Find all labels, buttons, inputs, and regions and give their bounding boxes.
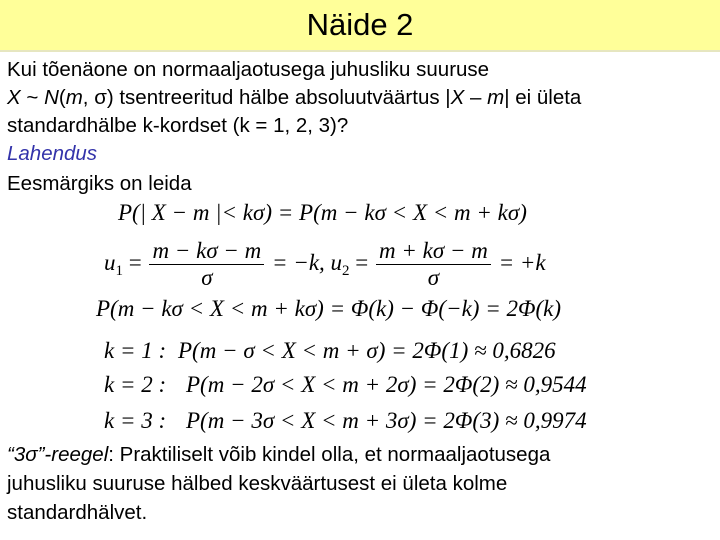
rule-line-3: standardhälvet. [7, 501, 148, 524]
sigma-symbol: σ [94, 86, 107, 109]
rule-label-open: “3 [7, 443, 26, 466]
rule-line-2: juhusliku suuruse hälbed keskväärtusest ei ületa kolme [7, 472, 508, 495]
rule-line-1 [7, 443, 550, 467]
u2-subscript: 2 [342, 262, 350, 279]
fraction-u1-numerator: m − kσ − m [152, 238, 262, 263]
rule-text: : Praktiliselt võib kindel olla, et normaaljaotusega [108, 443, 551, 466]
case-k3-formula: P(m − 3σ < X < m + 3σ) = 2Φ(3) ≈ 0,9974 [186, 408, 587, 433]
minus-k: = −k, [266, 249, 331, 275]
question-line-3: standardhälbe k-kordset (k = 1, 2, 3)? [7, 114, 349, 137]
var-n: N [44, 86, 59, 109]
var-x-2: X [450, 86, 465, 109]
rule-label-close: ”-reegel [37, 443, 109, 466]
rule-label-sigma: σ [25, 443, 38, 466]
case-k2-label: k = 2 : [104, 372, 167, 397]
case-k1-formula: P(m − σ < X < m + σ) = 2Φ(1) ≈ 0,6826 [178, 338, 556, 363]
slide-title: Näide 2 [0, 0, 720, 50]
var-m: m [65, 86, 83, 109]
case-k1-label: k = 1 : [104, 338, 167, 363]
plus-k: = +k [492, 249, 546, 275]
question-line-2 [7, 86, 581, 110]
title-divider [0, 50, 720, 52]
u2-symbol: u [330, 249, 343, 275]
fraction-u2 [376, 238, 491, 291]
var-m-2: m [487, 86, 505, 109]
goal-text: Eesmärgiks on leida [7, 172, 192, 195]
equals-1: = [123, 249, 148, 275]
u1-symbol: u [104, 249, 116, 275]
u1-subscript: 1 [115, 262, 123, 279]
tilde: ~ [20, 86, 45, 109]
fraction-u2-numerator: m + kσ − m [379, 238, 488, 263]
fraction-u1 [149, 238, 264, 291]
equals-2: = [349, 249, 375, 275]
var-x: X [7, 86, 21, 109]
fraction-u2-denominator: σ [376, 264, 491, 291]
formula-standardized-bounds [104, 238, 546, 291]
comma: , [82, 86, 95, 109]
formula-phi-relation: P(m − kσ < X < m + kσ) = Φ(k) − Φ(−k) = 2Φ(k) [96, 296, 562, 321]
case-k2-formula: P(m − 2σ < X < m + 2σ) = 2Φ(2) ≈ 0,9544 [186, 372, 587, 397]
formula-probability-definition: P(| X − m |< kσ) = P(m − kσ < X < m + kσ) [118, 200, 527, 225]
case-k3-label: k = 3 : [104, 408, 167, 433]
minus: – [464, 86, 488, 109]
question-text: ) tsentreeritud hälbe absoluutväärtus | [106, 86, 451, 109]
question-line-1: Kui tõenäone on normaaljaotusega juhusliku suuruse [7, 58, 490, 81]
solution-label: Lahendus [7, 142, 98, 165]
fraction-u1-denominator: σ [149, 264, 264, 291]
question-text-end: | ei ületa [504, 86, 582, 109]
paren-open: ( [58, 86, 66, 109]
